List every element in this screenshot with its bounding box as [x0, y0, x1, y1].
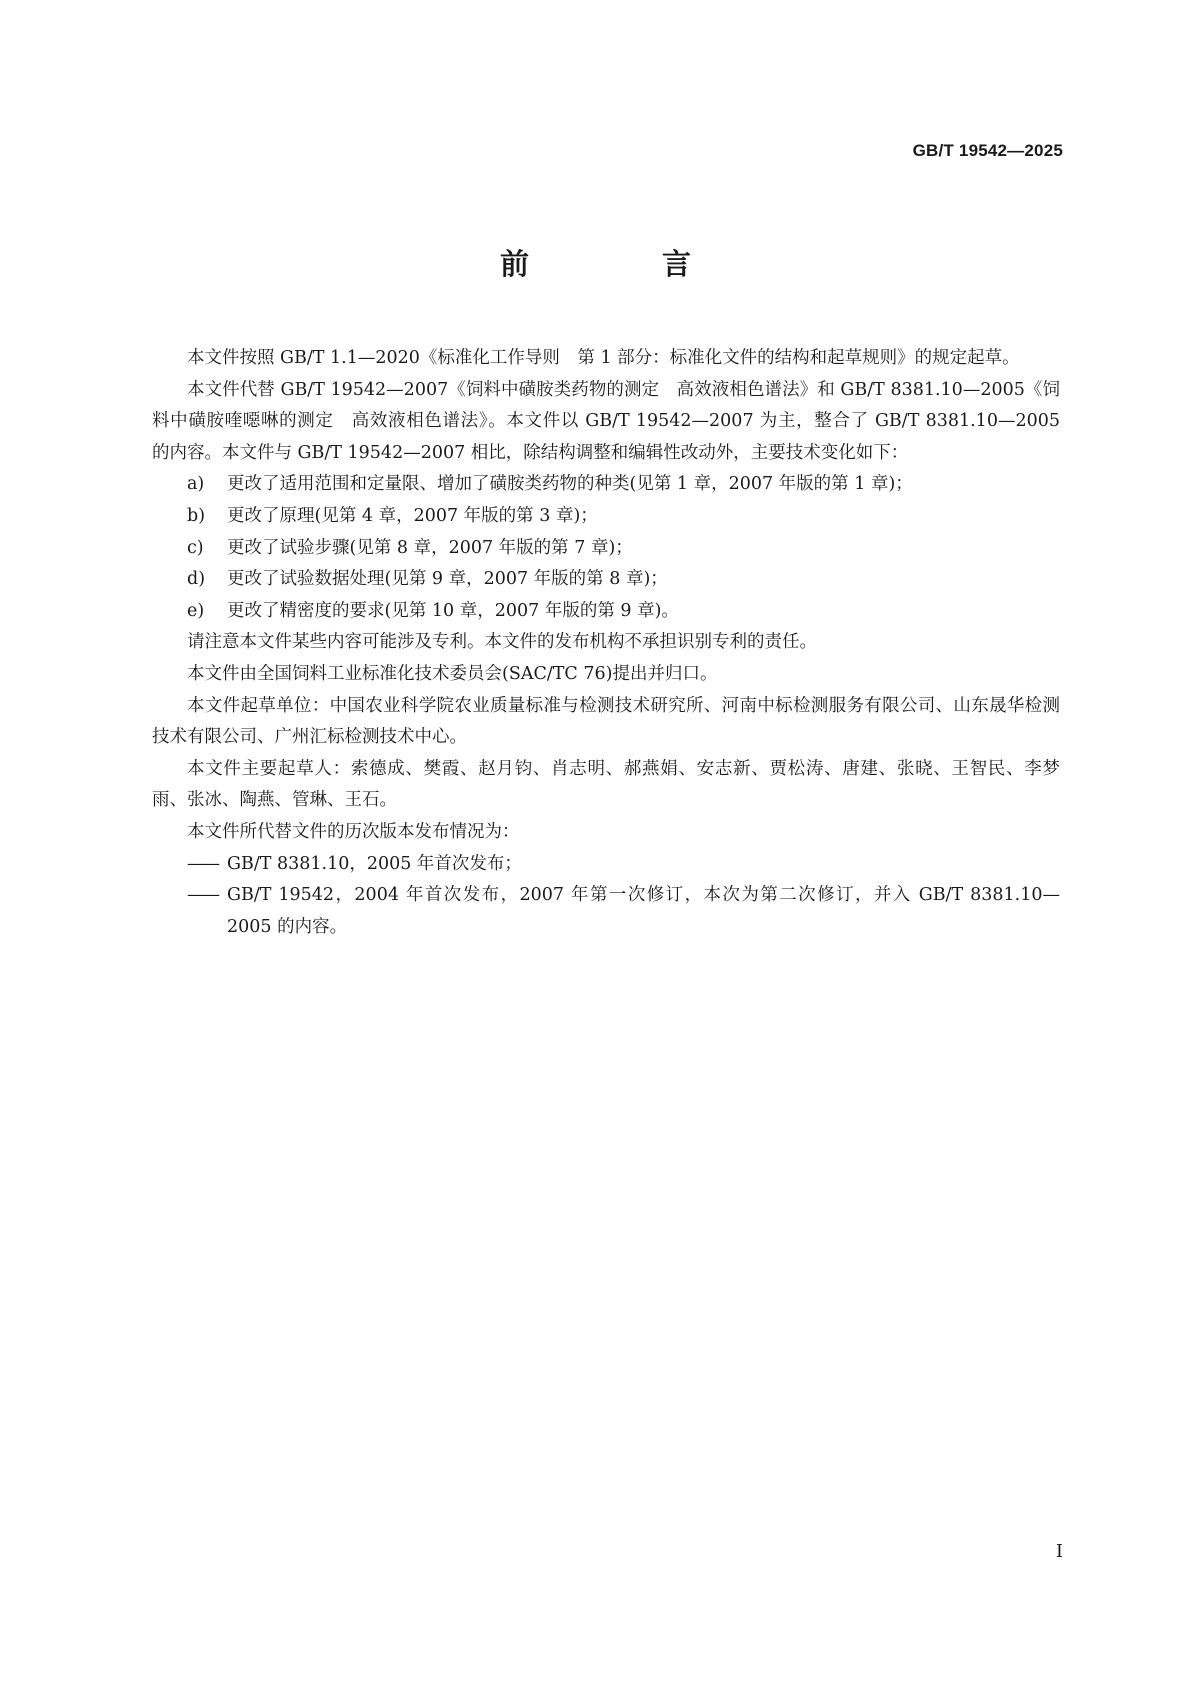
- dash-marker: ——: [187, 853, 218, 874]
- paragraph-proposer: 本文件由全国饲料工业标准化技术委员会(SAC/TC 76)提出并归口。: [187, 663, 718, 684]
- history-item-text: GB/T 19542，2004 年首次发布，2007 年第一次修订，本次为第二次修订，并入 GB/T 8381.10—2005 的内容。: [227, 885, 1060, 937]
- list-marker: a): [187, 474, 205, 495]
- list-item: [152, 596, 1060, 628]
- paragraph-version-history: 本文件所代替文件的历次版本发布情况为：: [187, 821, 520, 842]
- standard-code: GB/T 19542—2025: [912, 141, 1063, 160]
- list-item-text: 更改了试验数据处理(见第 9 章，2007 年版的第 8 章)；: [227, 569, 668, 590]
- list-item: [152, 501, 1060, 533]
- foreword-body: [152, 343, 1060, 943]
- list-item-text: 更改了适用范围和定量限、增加了磺胺类药物的种类(见第 1 章，2007 年版的第 1 章)；: [227, 474, 913, 495]
- page-number: I: [1055, 1541, 1063, 1562]
- list-item: [152, 564, 1060, 596]
- paragraph-drafting-units: 本文件起草单位：中国农业科学院农业质量标准与检测技术研究所、河南中标检测服务有限公司、山东晟华检测技术有限公司、广州汇标检测技术中心。: [152, 695, 1060, 748]
- paragraph-drafters: 本文件主要起草人：索德成、樊霞、赵月钧、肖志明、郝燕娟、安志新、贾松涛、唐建、张晓、王智民、李梦雨、张冰、陶燕、管琳、王石。: [152, 758, 1060, 811]
- paragraph-replacement: 本文件代替 GB/T 19542—2007《饲料中磺胺类药物的测定 高效液相色谱法》和 GB/T 8381.10—2005《饲料中磺胺喹噁啉的测定 高效液相色谱法》。本文件以 GB/T 19542—2007 为主，整合了 GB/T 8381.10—2005 的内容。本文件与 GB/T 19542—2007 相比，除结构调整和编辑性改动外，主要技术变化如下：: [152, 379, 1060, 463]
- list-marker: e): [187, 600, 205, 621]
- list-item-text: 更改了原理(见第 4 章，2007 年版的第 3 章)；: [227, 505, 598, 526]
- list-marker: c): [187, 537, 204, 558]
- list-item: [152, 469, 1060, 501]
- history-item: [152, 849, 1060, 881]
- list-item-text: 更改了试验步骤(见第 8 章，2007 年版的第 7 章)；: [227, 537, 633, 558]
- paragraph-patent-notice: 请注意本文件某些内容可能涉及专利。本文件的发布机构不承担识别专利的责任。: [187, 632, 817, 653]
- history-item-text: GB/T 8381.10，2005 年首次发布；: [227, 853, 522, 874]
- dash-marker: ——: [187, 885, 218, 906]
- list-marker: d): [187, 569, 206, 590]
- paragraph-drafting-rules: 本文件按照 GB/T 1.1—2020《标准化工作导则 第 1 部分：标准化文件的结构和起草规则》的规定起草。: [187, 348, 1020, 368]
- list-item-text: 更改了精密度的要求(见第 10 章，2007 年版的第 9 章)。: [227, 600, 679, 621]
- list-item: [152, 533, 1060, 565]
- list-marker: b): [187, 505, 206, 526]
- history-item: [152, 880, 1060, 943]
- page-title: 前 言: [499, 247, 743, 281]
